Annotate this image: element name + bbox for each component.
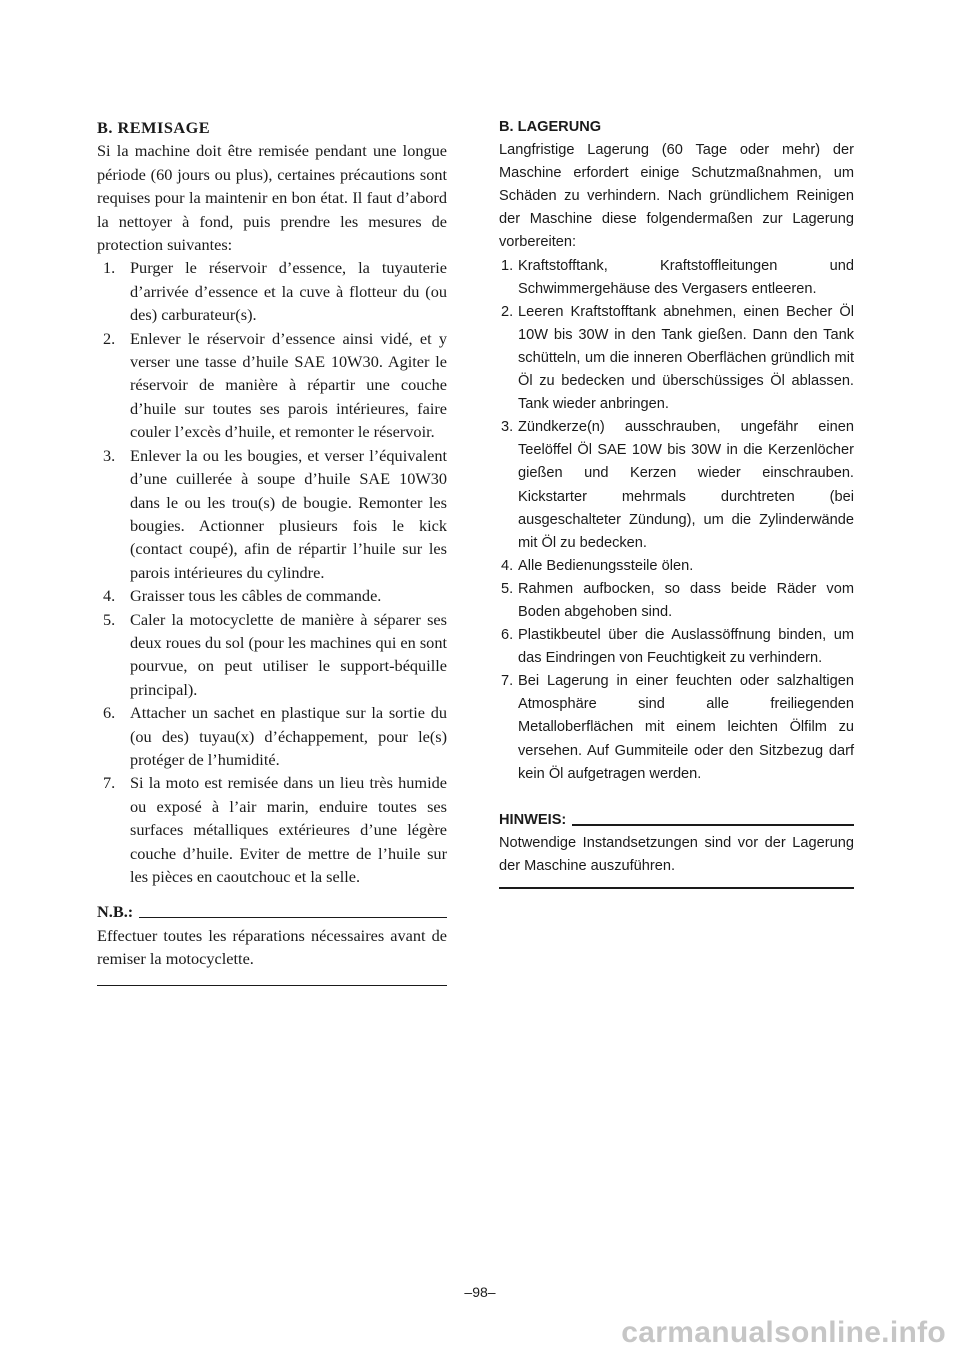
step-text: Rahmen aufbocken, so dass beide Räder vom Boden abgehoben sind. bbox=[518, 580, 854, 620]
step-number: 3. bbox=[501, 419, 514, 436]
german-intro-paragraph: Langfristige Lagerung (60 Tage oder mehr) der Maschine erfordert einige Schutzmaßnahmen, um Schäden zu verhindern. Nach gründlichem Reinigen der Maschine diese folgendermaßen zur Lagerung vorbereiten: bbox=[499, 142, 854, 251]
page-number: –98– bbox=[464, 1284, 496, 1300]
step-text: Purger le réservoir d’essence, la tuyauterie d’arrivée d’essence et la cuve à flotteur du (ou des) carburateur(s). bbox=[130, 258, 447, 325]
french-note-header bbox=[97, 900, 447, 923]
step-number: 4. bbox=[501, 557, 514, 574]
step-text: Attacher un sachet en plastique sur la sortie du (ou des) tuyau(x) d’échappement, pour le(s) protéger de l’humidité. bbox=[130, 703, 447, 769]
step-number: 1. bbox=[103, 258, 116, 278]
step-number: 5. bbox=[501, 580, 514, 597]
step-number: 2. bbox=[103, 328, 116, 348]
french-note-text: Effectuer toutes les réparations nécessaires avant de remiser la motocyclette. bbox=[97, 925, 447, 969]
step-text: Kraftstofftank, Kraftstoffleitungen und Schwimmergehäuse des Vergasers entleeren. bbox=[518, 257, 854, 297]
german-step-list bbox=[499, 255, 854, 786]
list-item bbox=[499, 670, 854, 785]
step-number: 7. bbox=[103, 773, 116, 793]
german-note-label: HINWEIS: bbox=[499, 811, 567, 828]
step-number: 6. bbox=[501, 627, 514, 644]
german-column bbox=[499, 116, 854, 889]
note-divider bbox=[572, 824, 854, 826]
list-item bbox=[499, 301, 854, 416]
step-number: 4. bbox=[103, 586, 116, 606]
step-text: Plastikbeutel über die Auslassöffnung binden, um das Eindringen von Feuchtigkeit zu verhindern. bbox=[518, 627, 854, 667]
french-column bbox=[97, 116, 447, 986]
step-number: 2. bbox=[501, 303, 514, 320]
step-text: Si la moto est remisée dans un lieu très humide ou exposé à l’air marin, enduire toutes ses surfaces métalliques extérieures d’une légère couche d’huile. Eviter de mettre de l’huile sur les pièces en caoutchouc et la selle. bbox=[130, 773, 447, 886]
list-item bbox=[97, 701, 447, 771]
french-intro-paragraph: Si la machine doit être remisée pendant une longue période (60 jours ou plus), certaines précautions sont requises pour la maintenir en bon état. Il faut d’abord la nettoyer à fond, puis prendre les mesures de protection suivantes: bbox=[97, 141, 447, 255]
german-note-text: Notwendige Instandsetzungen sind vor der Lagerung der Maschine auszuführen. bbox=[499, 834, 854, 874]
step-text: Zündkerze(n) ausschrauben, ungefähr einen Teelöffel Öl SAE 10W bis 30W in die Kerzenlöcher gießen und Kerzen wieder einschrauben. Kickstarter mehrmals durchtreten (bei ausgeschalteter Zündung), um die Zylinderwände mit Öl zu bedecken. bbox=[518, 419, 854, 551]
list-item bbox=[97, 327, 447, 444]
note-end-divider bbox=[97, 985, 447, 986]
list-item bbox=[97, 584, 447, 607]
step-number: 6. bbox=[103, 703, 116, 723]
french-section-heading: B. REMISAGE bbox=[97, 118, 211, 137]
list-item bbox=[97, 608, 447, 702]
note-divider bbox=[139, 917, 447, 918]
note-end-divider bbox=[499, 887, 854, 889]
step-text: Bei Lagerung in einer feuchten oder salzhaltigen Atmosphäre sind alle freiliegenden Metalloberflächen mit einem leichten Ölfilm zu versehen. Auf Gummiteile oder den Sitzbezug darf kein Öl aufgetragen werden. bbox=[518, 673, 854, 782]
step-text: Enlever la ou les bougies, et verser l’équivalent d’une cuillerée à soupe d’huile SAE 10W30 dans le ou les trou(s) de bougie. Remonter les bougies. Actionner plusieurs fois le kick (contact coupé), afin de répartir l’huile sur les parois intérieures du cylindre. bbox=[130, 445, 447, 582]
list-item bbox=[97, 256, 447, 326]
list-item bbox=[97, 771, 447, 888]
step-number: 5. bbox=[103, 609, 116, 629]
step-text: Leeren Kraftstofftank abnehmen, einen Becher Öl 10W bis 30W in den Tank gießen. Dann den Tank schütteln, um die inneren Oberflächen gründlich mit Öl zu bedecken und überschüssiges Öl ablassen. Tank wieder anbringen. bbox=[518, 303, 854, 413]
german-section-heading: B. LAGERUNG bbox=[499, 119, 602, 135]
step-number: 1. bbox=[501, 257, 514, 274]
list-item bbox=[499, 255, 854, 301]
step-text: Alle Bedienungssteile ölen. bbox=[518, 557, 694, 574]
step-text: Graisser tous les câbles de commande. bbox=[130, 586, 382, 606]
step-number: 3. bbox=[103, 445, 116, 465]
watermark: carmanualsonline.info bbox=[621, 1316, 946, 1349]
step-text: Caler la motocyclette de manière à séparer ses deux roues du sol (pour les machines qui en sont pourvue, on peut utiliser le support-béquille principal). bbox=[130, 609, 447, 699]
list-item bbox=[499, 578, 854, 624]
german-note-header bbox=[499, 809, 854, 832]
french-step-list bbox=[97, 256, 447, 888]
list-item bbox=[499, 624, 854, 670]
list-item bbox=[499, 416, 854, 555]
list-item bbox=[97, 444, 447, 584]
list-item bbox=[499, 555, 854, 578]
step-text: Enlever le réservoir d’essence ainsi vidé, et y verser une tasse d’huile SAE 10W30. Agiter le réservoir de manière à répartir une couche d’huile sur toutes ses parois intérieures, faire couler l’excès d’huile, et remonter le réservoir. bbox=[130, 328, 447, 442]
step-number: 7. bbox=[501, 673, 514, 690]
french-note-label: N.B.: bbox=[97, 902, 134, 922]
